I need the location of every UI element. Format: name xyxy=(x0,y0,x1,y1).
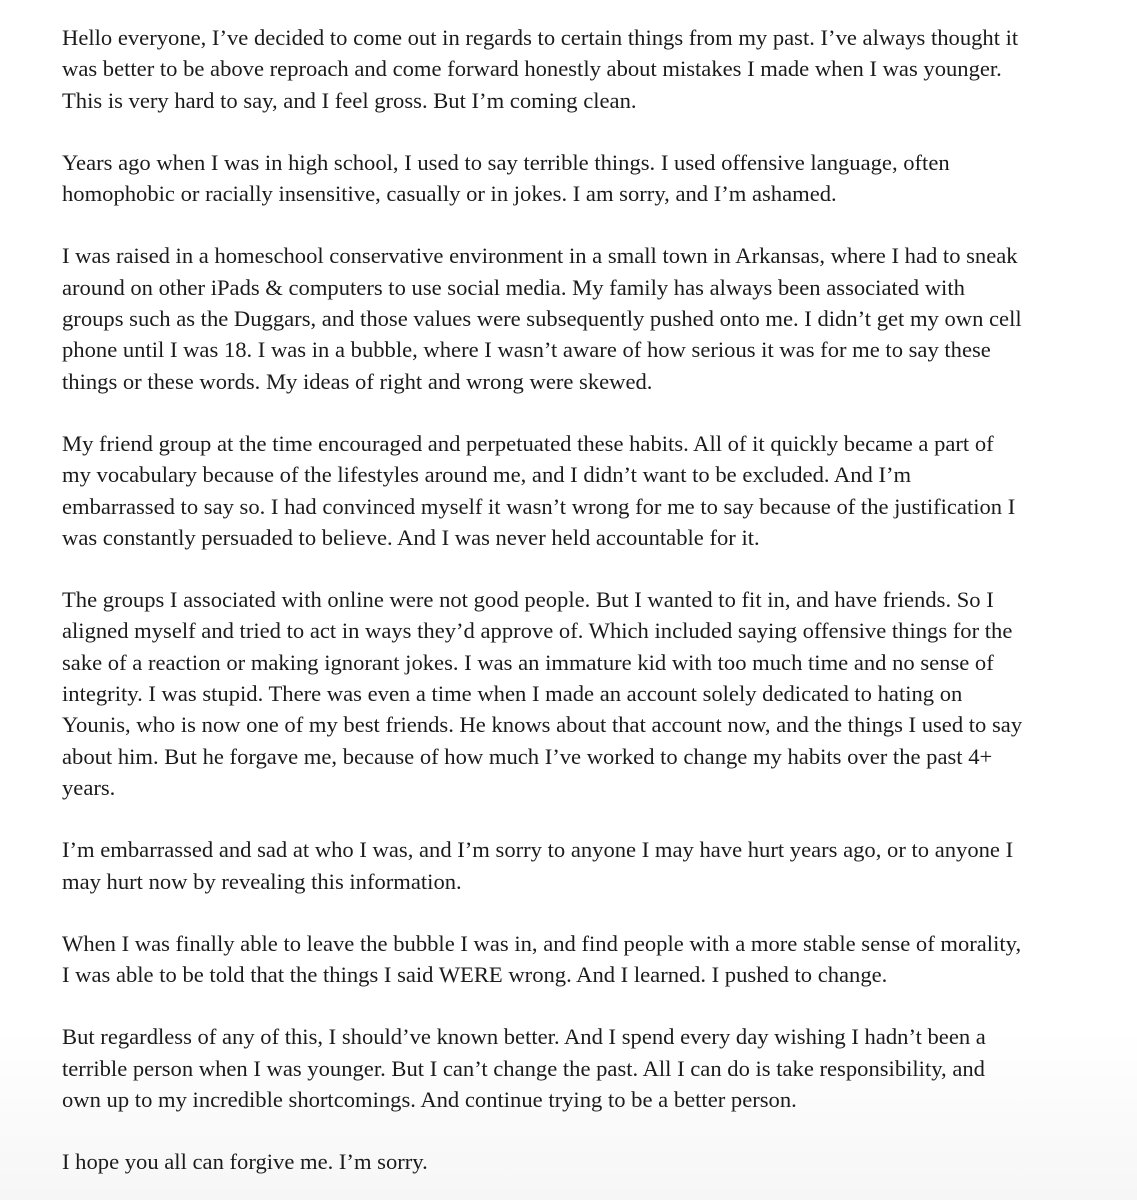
paragraph-7: When I was finally able to leave the bubble I was in, and find people with a more stable sense of morality, I was able to be told that the things I said WERE wrong. And I learned. I pushed to change. xyxy=(62,930,1022,988)
paragraph-8: But regardless of any of this, I should’ve known better. And I spend every day wishing I hadn’t been a terrible person when I was younger. But I can’t change the past. All I can do is take responsibility, and own up to my incredible shortcomings. And continue trying to be a better person. xyxy=(62,1024,986,1113)
paragraph-6: I’m embarrassed and sad at who I was, and I’m sorry to anyone I may have hurt years ago, or to anyone I may hurt now by revealing this information. xyxy=(62,837,1014,894)
paragraph-9: I hope you all can forgive me. I’m sorry. xyxy=(62,1149,428,1175)
paragraph-1: Hello everyone, I’ve decided to come out in regards to certain things from my past. I’ve always thought it was better to be above reproach and come forward honestly about mistakes I made when I was younger. This is very hard to say, and I feel gross. But I’m coming clean. xyxy=(62,25,1019,113)
paragraph-2: Years ago when I was in high school, I used to say terrible things. I used offensive language, often homophobic or racially insensitive, casually or in jokes. I am sorry, and I’m ashamed. xyxy=(62,149,950,207)
paragraph-4: My friend group at the time encouraged and perpetuated these habits. All of it quickly became a part of my vocabulary because of the lifestyles around me, and I didn’t want to be excluded. And I’m embarrassed to say so. I had convinced myself it wasn’t wrong for me to say because of the justification I was constantly persuaded to believe. And I was never held accountable for it. xyxy=(62,430,1016,550)
paragraph-5: The groups I associated with online were not good people. But I wanted to fit in, and have friends. So I aligned myself and tried to act in ways they’d approve of. Which included saying offensive things for the sake of a reaction or making ignorant jokes. I was an immature kid with too much time and no sense of integrity. I was stupid. There was even a time when I made an account solely dedicated to hating on Younis, who is now one of my best friends. He knows about that account now, and the things I used to say about him. But he forgave me, because of how much I’ve worked to change my habits over the past 4+ years. xyxy=(62,587,1023,800)
paragraph-3: I was raised in a homeschool conservative environment in a small town in Arkansas, where I had to sneak around on other iPads & computers to use social media. My family has always been associated with groups such as the Duggars, and those values were subsequently pushed onto me. I didn’t get my own cell phone until I was 18. I was in a bubble, where I wasn’t aware of how serious it was for me to say these things or these words. My ideas of right and wrong were skewed. xyxy=(62,243,1022,394)
